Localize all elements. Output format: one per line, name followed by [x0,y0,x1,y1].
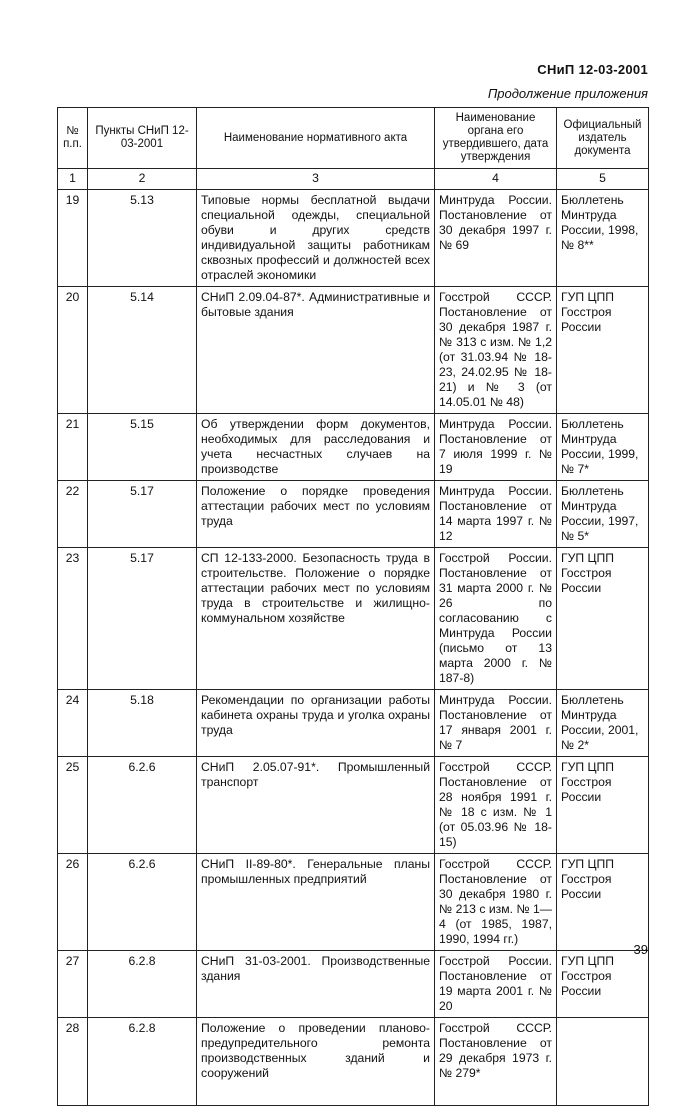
row-point: 6.2.6 [88,757,197,854]
table-row [58,854,649,951]
column-number: 1 [58,169,88,190]
continuation-caption: Продолжение приложения [487,86,648,101]
row-number: 24 [58,690,88,757]
row-number: 20 [58,287,88,414]
row-number: 21 [58,414,88,481]
row-publisher: ГУП ЦПП Госстроя России [557,951,649,1018]
document-code: СНиП 12-03-2001 [537,62,648,77]
row-publisher [557,1018,649,1106]
row-authority: Госстрой СССР. Постановление от 30 декабря 1987 г. № 313 с изм. № 1,2 (от 31.03.94 № 18-23, 24.02.95 № 18-21) и № 3 (от 14.05.01 № 48) [435,287,557,414]
row-act-name: Типовые нормы бесплатной выдачи специальной одежды, специальной обуви и других средств индивидуальной защиты работникам сквозных профессий и должностей всех отраслей экономики [197,190,435,287]
row-point: 6.2.6 [88,854,197,951]
table-row [58,1018,649,1106]
column-number: 5 [557,169,649,190]
row-publisher: Бюллетень Минтруда России, 1999, № 7* [557,414,649,481]
row-authority: Госстрой СССР. Постановление от 28 ноября 1991 г. № 18 с изм. № 1 (от 05.03.96 № 18-15) [435,757,557,854]
row-point: 5.18 [88,690,197,757]
table-row [58,951,649,1018]
row-number: 25 [58,757,88,854]
row-publisher: Бюллетень Минтруда России, 2001, № 2* [557,690,649,757]
row-authority: Госстрой СССР. Постановление от 29 декабря 1973 г. № 279* [435,1018,557,1106]
column-number: 2 [88,169,197,190]
page-number: 39 [633,942,648,957]
row-point: 5.17 [88,548,197,690]
row-point: 5.14 [88,287,197,414]
table-row [58,190,649,287]
col-header-points: Пункты СНиП 12-03-2001 [88,108,197,169]
column-number-row [58,169,649,190]
col-header-publisher: Официальный издатель документа [557,108,649,169]
col-header-act-name: Наименование нормативного акта [197,108,435,169]
row-number: 22 [58,481,88,548]
row-publisher: Бюллетень Минтруда России, 1997, № 5* [557,481,649,548]
col-header-authority: Наименование органа его утвердившего, дата утверждения [435,108,557,169]
row-authority: Госстрой России. Постановление от 19 марта 2001 г. № 20 [435,951,557,1018]
row-point: 6.2.8 [88,1018,197,1106]
table-row [58,548,649,690]
row-authority: Минтруда России. Постановление от 7 июля 1999 г. № 19 [435,414,557,481]
row-act-name: СНиП 2.09.04-87*. Административные и бытовые здания [197,287,435,414]
row-authority: Минтруда России. Постановление от 17 января 2001 г. № 7 [435,690,557,757]
regulations-table [57,107,649,1106]
row-authority: Госстрой СССР. Постановление от 30 декабря 1980 г. № 213 с изм. № 1—4 (от 1985, 1987, 1990, 1994 гг.) [435,854,557,951]
row-act-name: Рекомендации по организации работы кабинета охраны труда и уголка охраны труда [197,690,435,757]
row-act-name: СНиП 2.05.07-91*. Промышленный транспорт [197,757,435,854]
table-row [58,287,649,414]
row-authority: Минтруда России. Постановление от 14 марта 1997 г. № 12 [435,481,557,548]
row-point: 5.15 [88,414,197,481]
row-number: 26 [58,854,88,951]
row-point: 6.2.8 [88,951,197,1018]
column-number: 3 [197,169,435,190]
table-row [58,690,649,757]
row-publisher: ГУП ЦПП Госстроя России [557,548,649,690]
row-publisher: ГУП ЦПП Госстроя России [557,287,649,414]
row-point: 5.17 [88,481,197,548]
row-publisher: ГУП ЦПП Госстроя России [557,854,649,951]
row-act-name: Положение о проведении планово-предупредительного ремонта производственных зданий и сооружений [197,1018,435,1106]
row-act-name: СНиП 31-03-2001. Производственные здания [197,951,435,1018]
row-point: 5.13 [88,190,197,287]
row-number: 23 [58,548,88,690]
table-header-row [58,108,649,169]
row-act-name: Об утверждении форм документов, необходимых для расследования и учета несчастных случаев на производстве [197,414,435,481]
col-header-num: № п.п. [58,108,88,169]
row-number: 27 [58,951,88,1018]
row-publisher: Бюллетень Минтруда России, 1998, № 8** [557,190,649,287]
row-authority: Госстрой России. Постановление от 31 марта 2000 г. № 26 по согласованию с Минтруда России (письмо от 13 марта 2000 г. № 187-8) [435,548,557,690]
row-act-name: СНиП II-89-80*. Генеральные планы промышленных предприятий [197,854,435,951]
column-number: 4 [435,169,557,190]
table-row [58,414,649,481]
row-number: 19 [58,190,88,287]
row-publisher: ГУП ЦПП Госстроя России [557,757,649,854]
row-authority: Минтруда России. Постановление от 30 декабря 1997 г. № 69 [435,190,557,287]
row-act-name: Положение о порядке проведения аттестации рабочих мест по условиям труда [197,481,435,548]
table-row [58,757,649,854]
row-act-name: СП 12-133-2000. Безопасность труда в строительстве. Положение о порядке аттестации рабочих мест по условиям труда в строительстве и жилищно-коммунальном хозяйстве [197,548,435,690]
row-number: 28 [58,1018,88,1106]
table-row [58,481,649,548]
